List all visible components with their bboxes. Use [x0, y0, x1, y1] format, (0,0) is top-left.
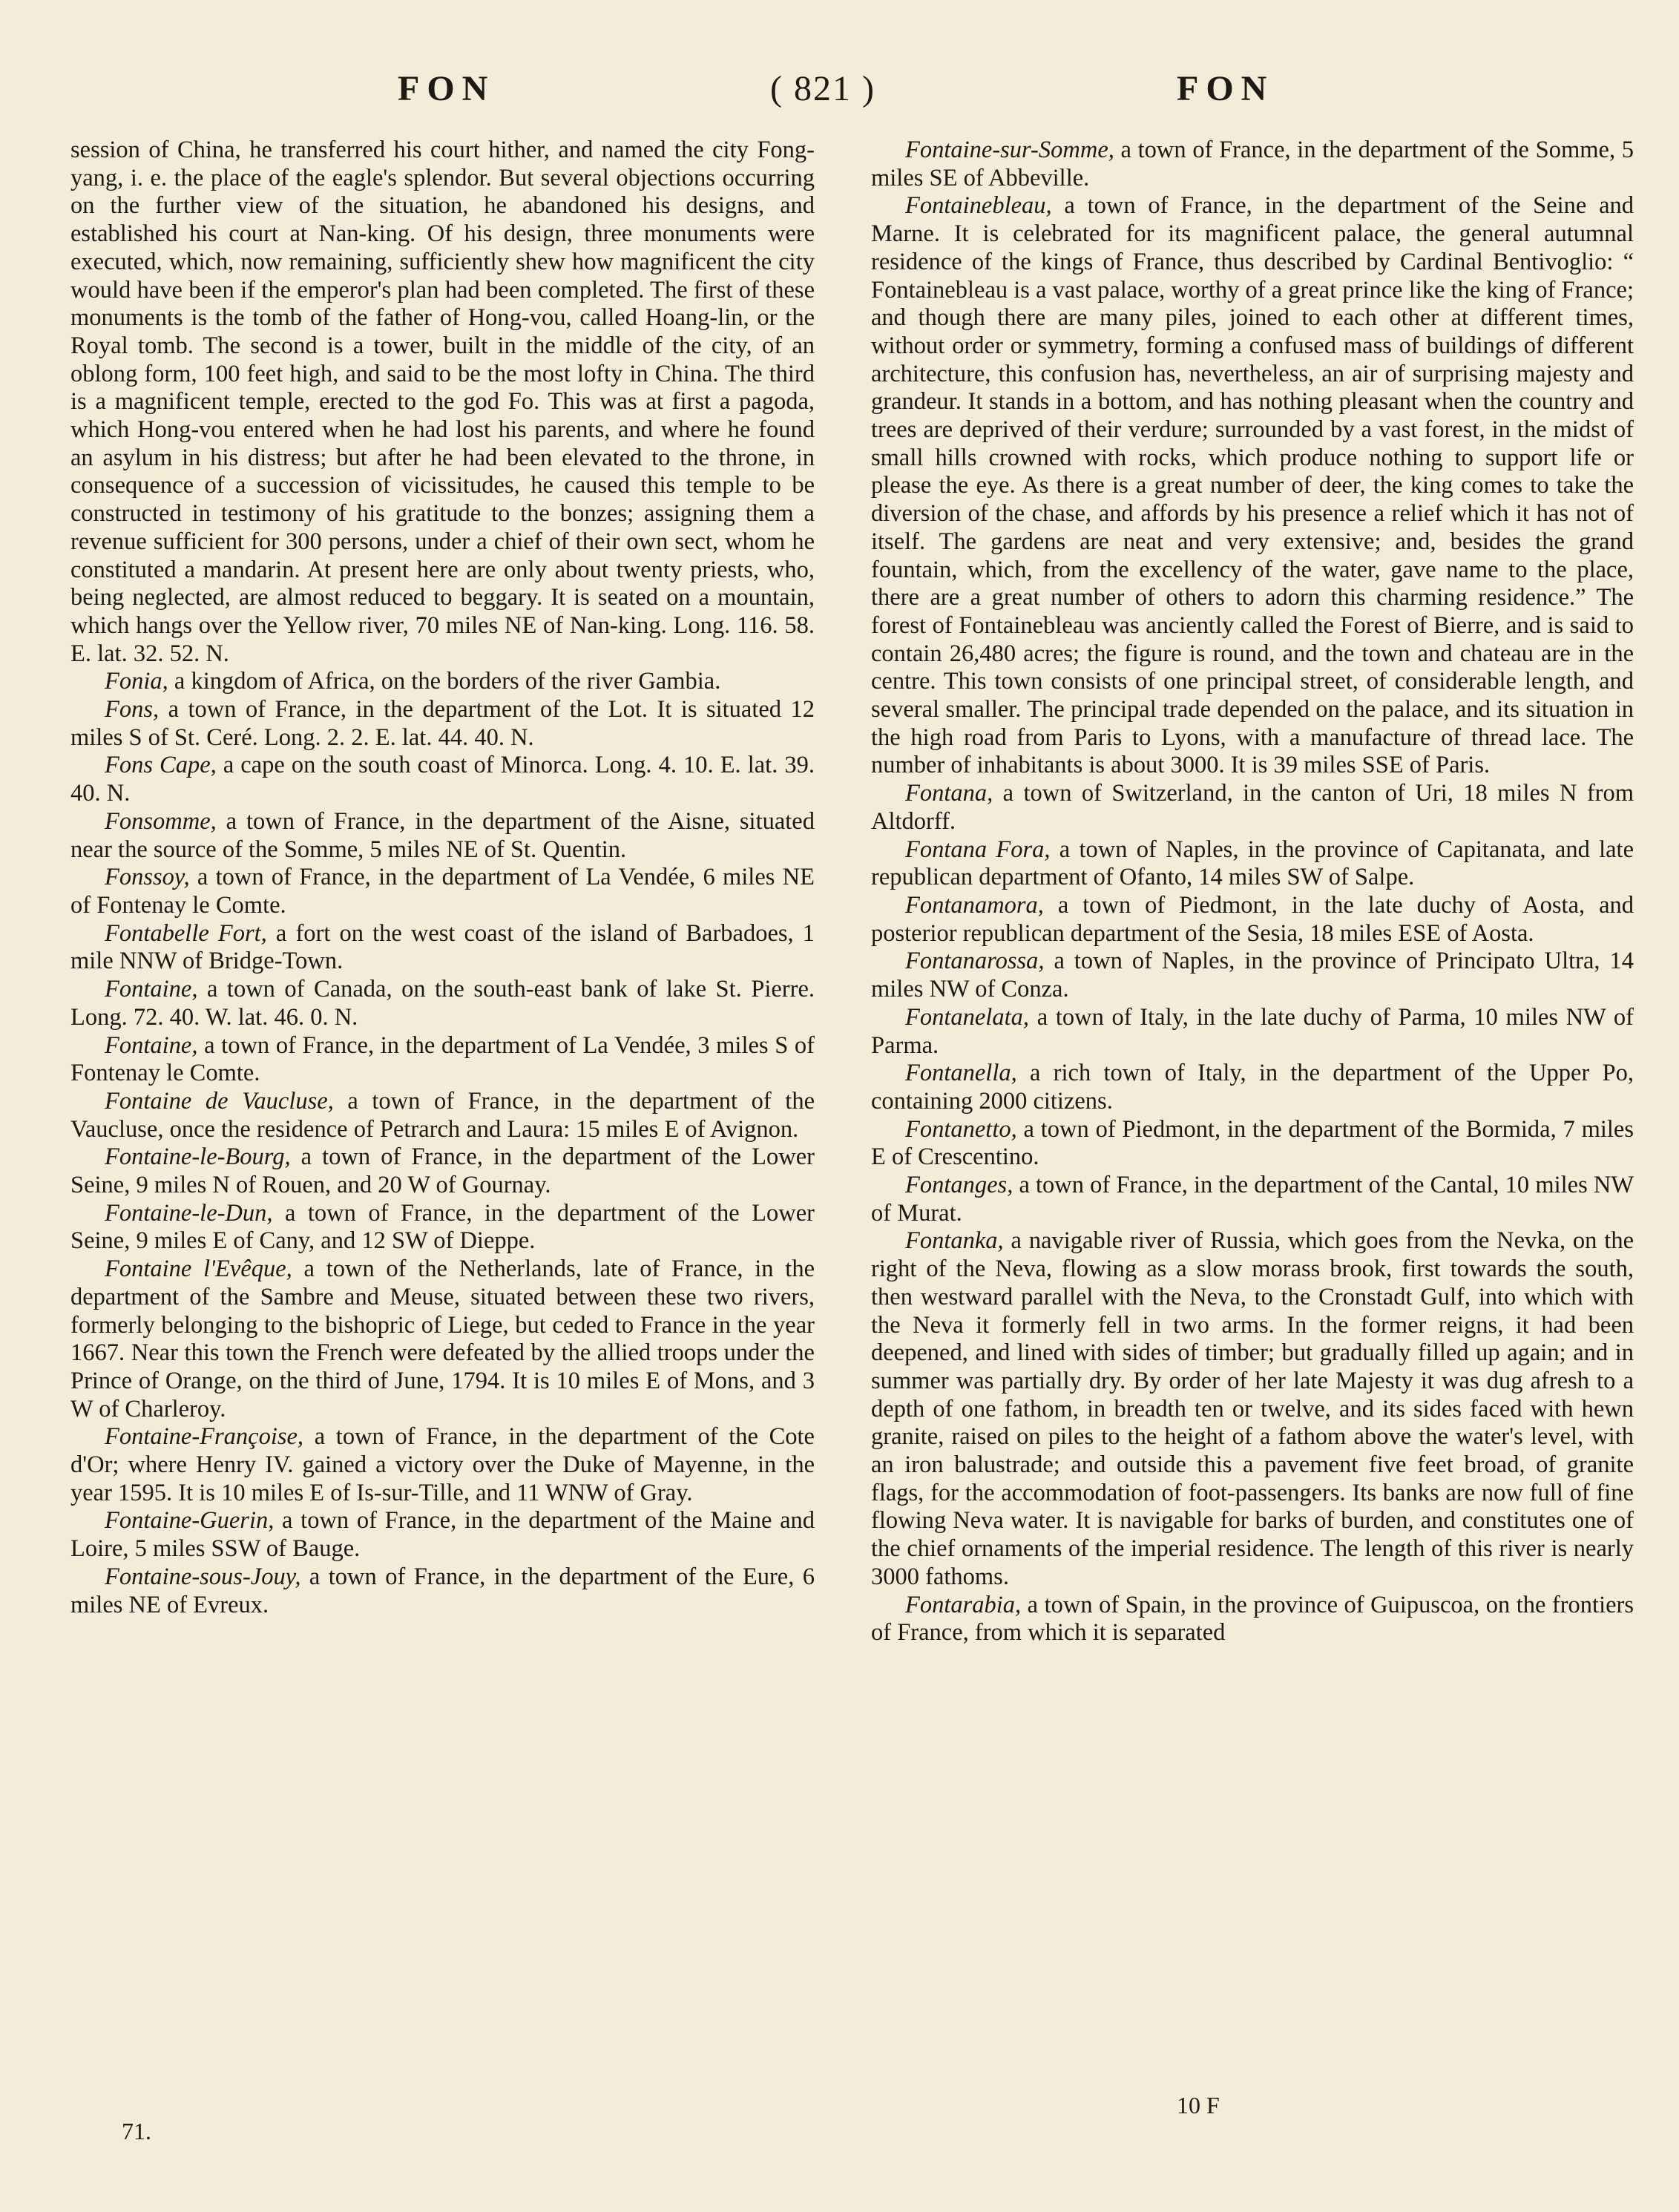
entry-text: a town of France, in the department of the Lower Seine, 9 miles N of Rouen, and 20 W of Gournay. — [70, 1143, 815, 1199]
entry-headword: Fontanges, — [905, 1172, 1013, 1199]
entry-paragraph — [70, 1032, 815, 1088]
signature-mark: 71. — [122, 2118, 151, 2144]
entry-paragraph — [70, 752, 815, 807]
entry-paragraph — [70, 1256, 815, 1423]
entry-paragraph — [871, 1116, 1634, 1172]
entry-paragraph — [871, 780, 1634, 836]
entry-text: a rich town of Italy, in the department of the Upper Po, containing 2000 citizens. — [871, 1060, 1634, 1115]
entry-headword: Fontana Fora, — [905, 836, 1051, 863]
entry-paragraph — [871, 836, 1634, 892]
entry-text: a town of France, in the department of the Lower Seine, 9 miles E of Cany, and 12 SW of Dieppe. — [70, 1199, 815, 1255]
entry-text: a town of Naples, in the province of Principato Ultra, 14 miles NW of Conza. — [871, 948, 1634, 1003]
entry-text: a town of France, in the department of the Aisne, situated near the source of the Somme, 5 miles NE of St. Quentin. — [70, 807, 815, 863]
entry-paragraph — [70, 1507, 815, 1563]
entry-headword: Fons Cape, — [105, 752, 217, 779]
left-column — [70, 137, 815, 1619]
running-head-left: FON — [398, 69, 496, 108]
entry-paragraph — [70, 864, 815, 919]
entry-headword: Fontanarossa, — [905, 948, 1045, 975]
entry-headword: Fons, — [105, 696, 160, 723]
entry-text: a town of France, in the department of the Somme, 5 miles SE of Abbeville. — [871, 137, 1634, 191]
entry-text: a town of Switzerland, in the canton of Uri, 18 miles N from Altdorff. — [871, 780, 1634, 835]
entry-paragraph — [871, 1592, 1634, 1647]
entry-text: a town of Spain, in the province of Guipuscoa, on the frontiers of France, from which it is separated — [871, 1591, 1634, 1647]
entry-text: a fort on the west coast of the island of Barbadoes, 1 mile NNW of Bridge-Town. — [70, 919, 815, 975]
entry-paragraph — [871, 137, 1634, 192]
entry-headword: Fontanelata, — [905, 1003, 1029, 1031]
entry-headword: Fontaine-sur-Somme, — [905, 137, 1114, 163]
entry-paragraph — [70, 976, 815, 1031]
entry-headword: Fonssoy, — [105, 864, 190, 891]
entry-headword: Fontana, — [905, 780, 993, 807]
entry-text: a town of France, in the department of La Vendée, 3 miles S of Fontenay le Comte. — [70, 1031, 815, 1087]
entry-headword: Fontaine de Vaucluse, — [105, 1087, 334, 1115]
entry-paragraph — [70, 1563, 815, 1619]
entry-paragraph — [871, 1004, 1634, 1060]
entry-headword: Fontanamora, — [905, 891, 1044, 919]
entry-paragraph — [871, 1060, 1634, 1115]
entry-paragraph — [70, 808, 815, 864]
entry-text: a town of France, in the department of the Maine and Loire, 5 miles SSW of Bauge. — [70, 1507, 815, 1563]
entry-headword: Fontanka, — [905, 1227, 1004, 1255]
entry-headword: Fontanetto, — [905, 1115, 1017, 1143]
entry-text: a town of France, in the department of the Lot. It is situated 12 miles S of St. Ceré. Long. 2. 2. E. lat. 44. 40. N. — [70, 696, 815, 751]
entry-headword: Fontaine-le-Dun, — [105, 1199, 273, 1227]
entry-paragraph — [871, 948, 1634, 1003]
running-head-right: FON — [1177, 69, 1275, 108]
entry-paragraph — [70, 137, 815, 668]
catchword: 10 F — [1177, 2092, 1220, 2119]
entry-text: a town of the Netherlands, late of France, in the department of the Sambre and Meuse, situated between these two rivers, formerly belonging to the bishopric of Liege, but ceded to France in the year 1667. Near this town the French were defeated by the allied troops under the Prince of Orange, on the third of June, 1794. It is 10 miles E of Mons, and 3 W of Charleroy. — [70, 1256, 815, 1422]
entry-headword: Fontaine-Guerin, — [105, 1507, 275, 1535]
entry-text: a cape on the south coast of Minorca. Long. 4. 10. E. lat. 39. 40. N. — [70, 752, 815, 807]
entry-headword: Fontaine-Françoise, — [105, 1423, 304, 1451]
entry-paragraph — [871, 192, 1634, 780]
entry-text: a town of Italy, in the late duchy of Parma, 10 miles NW of Parma. — [871, 1003, 1634, 1059]
entry-text: a navigable river of Russia, which goes from the Nevka, on the right of the Neva, flowing as a slow morass brook, first towards the south, then westward parallel with the Neva, to the Cronstadt Gulf, into which with the Neva it formerly fell in two arms. In the former reigns, it had been deepened, and lined with sides of timber; but gradually filled up again; and in summer was partially dry. By order of her late Majesty it was dug afresh to a depth of one fathom, in breadth ten or twelve, and its sides faced with hewn granite, raised on piles to the height of a fathom above the water's level, with an iron balustrade; and outside this a pavement five feet broad, of granite flags, for the accommodation of foot-passengers. Its banks are now full of fine flowing Neva water. It is navigable for barks of burden, and constitutes one of the chief ornaments of the imperial residence. The length of this river is nearly 3000 fathoms. — [871, 1227, 1634, 1590]
entry-text: a town of France, in the department of the Eure, 6 miles NE of Evreux. — [70, 1563, 815, 1618]
entry-headword: Fontaine, — [105, 1031, 198, 1059]
entry-headword: Fontaine, — [105, 976, 198, 1003]
entry-text: a town of France, in the department of the Vaucluse, once the residence of Petrarch and Laura: 15 miles E of Avignon. — [70, 1087, 815, 1143]
entry-paragraph — [70, 696, 815, 752]
entry-text: a town of Piedmont, in the department of the Bormida, 7 miles E of Crescentino. — [871, 1115, 1634, 1171]
entry-headword: Fontaine l'Evêque, — [105, 1256, 292, 1283]
entry-text: a town of France, in the department of the Seine and Marne. It is celebrated for its magnificent palace, the general autumnal residence of the kings of France, thus described by Cardinal Bentivoglio: “ Fontainebleau is a vast palace, worthy of a great prince like the king of France; and though there are many piles, joined to each other at different times, without order or symmetry, forming a confused mass of buildings of different architecture, this confusion has, nevertheless, an air of surprising majesty and grandeur. It stands in a bottom, and has nothing pleasant when the country and trees are deprived of their verdure; surrounded by a vast forest, in the midst of small hills crowned with rocks, which produce nothing to support life or please the eye. As there is a great number of deer, the king comes to take the diversion of the chase, and affords by his presence a relief which it has not of itself. The gardens are neat and very extensive; and, besides the grand fountain, which, from the excellency of the water, gave name to the place, there are a great number of others to adorn this charming residence.” The forest of Fontainebleau was anciently called the Forest of Bierre, and is said to contain 26,480 acres; the figure is round, and the town and chateau are in the centre. This town consists of one principal street, of considerable length, and several smaller. The principal trade depended on the palace, and its situation in the high road from Paris to Lyons, with a manufacture of thread lace. The number of inhabitants is about 3000. It is 39 miles SSE of Paris. — [871, 192, 1634, 779]
entry-text: a town of France, in the department of the Cote d'Or; where Henry IV. gained a victory over the Duke of Mayenne, in the year 1595. It is 10 miles E of Is-sur-Tille, and 11 WNW of Gray. — [70, 1423, 815, 1506]
entry-text: session of China, he transferred his court hither, and named the city Fong-yang, i. e. the place of the eagle's splendor. But several objections occurring on the further view of the situation, he abandoned his designs, and established his court at Nan-king. Of his design, three monuments were executed, which, now remaining, sufficiently shew how magnificent the city would have been if the emperor's plan had been completed. The first of these monuments is the tomb of the father of Hong-vou, called Hoang-lin, or the Royal tomb. The second is a tower, built in the middle of the city, of an oblong form, 100 feet high, and said to be the most lofty in China. The third is a magnificent temple, erected to the god Fo. This was at first a pagoda, which Hong-vou entered when he had lost his parents, and where he found an asylum in his distress; but after he had been elevated to the throne, in consequence of a succession of vicissitudes, he caused this temple to be constructed in testimony of his gratitude to the bonzes; assigning them a revenue sufficient for 300 persons, under a chief of their own sect, whom he constituted a mandarin. At present here are only about twenty priests, who, being neglected, are almost reduced to beggary. It is seated on a mountain, which hangs over the Yellow river, 70 miles NE of Nan-king. Long. 116. 58. E. lat. 32. 52. N. — [70, 137, 815, 667]
entry-headword: Fontabelle Fort, — [105, 919, 267, 947]
page-number: ( 821 ) — [770, 69, 875, 108]
entry-headword: Fontainebleau, — [905, 192, 1052, 220]
entry-paragraph — [70, 1143, 815, 1199]
entry-headword: Fontanella, — [905, 1060, 1017, 1087]
entry-headword: Fonia, — [105, 668, 168, 695]
entry-text: a kingdom of Africa, on the borders of the river Gambia. — [168, 668, 721, 695]
entry-paragraph — [871, 1172, 1634, 1227]
entry-text: a town of France, in the department of La Vendée, 6 miles NE of Fontenay le Comte. — [70, 864, 815, 919]
entry-paragraph — [871, 892, 1634, 948]
entry-paragraph — [871, 1227, 1634, 1591]
entry-text: a town of Naples, in the province of Capitanata, and late republican department of Ofanto, 14 miles SW of Salpe. — [871, 836, 1634, 891]
entry-headword: Fontaine-sous-Jouy, — [105, 1563, 301, 1590]
entry-paragraph — [70, 668, 815, 696]
entry-paragraph — [70, 920, 815, 976]
entry-headword: Fontaine-le-Bourg, — [105, 1143, 291, 1171]
entry-headword: Fonsomme, — [105, 807, 217, 835]
entry-text: a town of France, in the department of the Cantal, 10 miles NW of Murat. — [871, 1172, 1634, 1227]
entry-paragraph — [70, 1088, 815, 1143]
entry-paragraph — [70, 1200, 815, 1256]
right-column — [871, 137, 1634, 1647]
entry-headword: Fontarabia, — [905, 1591, 1022, 1618]
entry-text: a town of Canada, on the south-east bank of lake St. Pierre. Long. 72. 40. W. lat. 46. 0. N. — [70, 976, 815, 1031]
entry-paragraph — [70, 1423, 815, 1507]
entry-text: a town of Piedmont, in the late duchy of Aosta, and posterior republican department of the Sesia, 18 miles ESE of Aosta. — [871, 891, 1634, 947]
